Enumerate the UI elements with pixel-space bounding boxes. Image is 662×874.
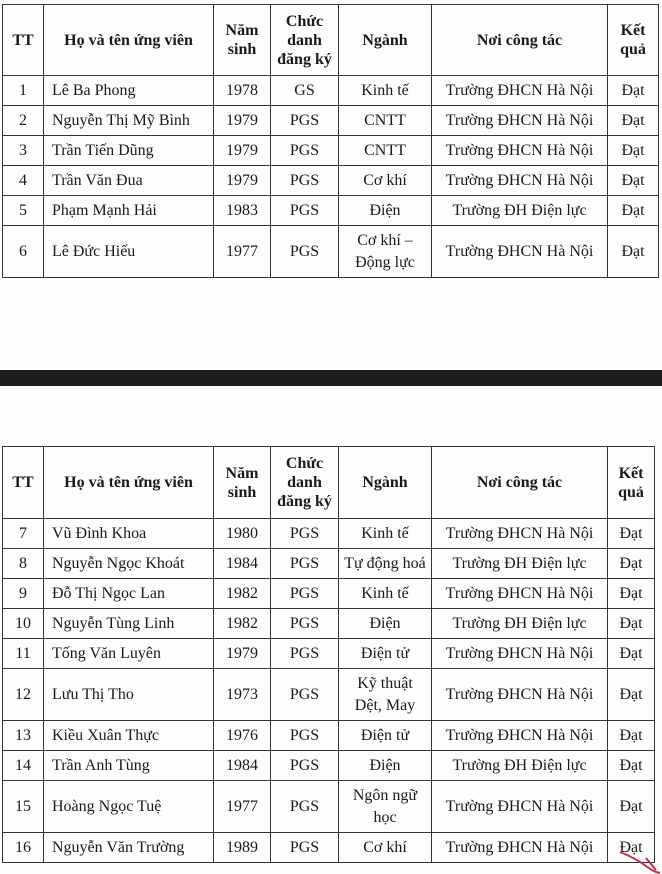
header-field: Ngành (339, 447, 432, 519)
cell-workplace: Trường ĐH Điện lực (432, 196, 608, 226)
table-row (3, 106, 659, 136)
cell-result: Đạt (608, 639, 655, 669)
cell-tt: 11 (3, 639, 44, 669)
cell-tt: 3 (3, 136, 44, 166)
cell-result: Đạt (608, 226, 659, 278)
cell-name: Nguyễn Ngọc Khoát (44, 549, 214, 579)
table-row (3, 226, 659, 278)
cell-field: Điện (339, 751, 432, 781)
cell-field: Cơ khí (339, 833, 432, 863)
table-row (3, 609, 655, 639)
table-row (3, 639, 655, 669)
header-tt: TT (3, 447, 44, 519)
cell-title: PGS (271, 579, 339, 609)
header-tt: TT (3, 5, 44, 76)
cell-name: Lê Đức Hiếu (44, 226, 214, 278)
cell-tt: 10 (3, 609, 44, 639)
cell-tt: 1 (3, 76, 44, 106)
cell-title: PGS (271, 609, 339, 639)
cell-name: Tống Văn Luyên (44, 639, 214, 669)
cell-result: Đạt (608, 196, 659, 226)
cell-year: 1984 (214, 549, 271, 579)
table-row (3, 751, 655, 781)
cell-name: Nguyễn Tùng Linh (44, 609, 214, 639)
cell-tt: 16 (3, 833, 44, 863)
cell-title: PGS (271, 833, 339, 863)
cell-workplace: Trường ĐHCN Hà Nội (432, 106, 608, 136)
header-result: Kết quả (608, 5, 659, 76)
cell-field: CNTT (339, 136, 432, 166)
cell-workplace: Trường ĐHCN Hà Nội (432, 519, 608, 549)
cell-tt: 6 (3, 226, 44, 278)
cell-field: Cơ khí – Động lực (339, 226, 432, 278)
cell-name: Trần Anh Tùng (44, 751, 214, 781)
table-row (3, 549, 655, 579)
cell-name: Kiều Xuân Thực (44, 721, 214, 751)
cell-result: Đạt (608, 579, 655, 609)
cell-year: 1989 (214, 833, 271, 863)
signature-mark-icon (616, 848, 662, 874)
cell-year: 1979 (214, 106, 271, 136)
cell-workplace: Trường ĐHCN Hà Nội (432, 136, 608, 166)
cell-name: Vũ Đình Khoa (44, 519, 214, 549)
cell-tt: 7 (3, 519, 44, 549)
header-workplace: Nơi công tác (432, 447, 608, 519)
cell-field: Điện (339, 196, 432, 226)
cell-result: Đạt (608, 519, 655, 549)
cell-title: PGS (271, 639, 339, 669)
cell-year: 1979 (214, 136, 271, 166)
header-name: Họ và tên ứng viên (44, 5, 214, 76)
cell-title: PGS (271, 721, 339, 751)
cell-title: PGS (271, 106, 339, 136)
table-header-row (3, 447, 655, 519)
cell-name: Trần Văn Đua (44, 166, 214, 196)
cell-result: Đạt (608, 549, 655, 579)
header-title: Chức danh đăng ký (271, 447, 339, 519)
table-row (3, 721, 655, 751)
cell-year: 1976 (214, 721, 271, 751)
cell-tt: 15 (3, 781, 44, 833)
cell-year: 1979 (214, 639, 271, 669)
cell-field: Kinh tế (339, 519, 432, 549)
cell-name: Lưu Thị Tho (44, 669, 214, 721)
page-separator (0, 370, 662, 386)
cell-result: Đạt (608, 166, 659, 196)
cell-title: PGS (271, 226, 339, 278)
cell-workplace: Trường ĐHCN Hà Nội (432, 639, 608, 669)
cell-workplace: Trường ĐH Điện lực (432, 549, 608, 579)
header-year: Năm sinh (214, 5, 271, 76)
header-title: Chức danh đăng ký (271, 5, 339, 76)
cell-result: Đạt (608, 721, 655, 751)
table-header-row (3, 5, 659, 76)
cell-tt: 5 (3, 196, 44, 226)
cell-title: PGS (271, 166, 339, 196)
cell-field: Kinh tế (339, 579, 432, 609)
cell-result: Đạt (608, 833, 655, 863)
cell-year: 1980 (214, 519, 271, 549)
cell-name: Nguyễn Văn Trường (44, 833, 214, 863)
header-name: Họ và tên ứng viên (44, 447, 214, 519)
cell-field: Điện (339, 609, 432, 639)
table-row (3, 669, 655, 721)
cell-field: CNTT (339, 106, 432, 136)
table-row (3, 196, 659, 226)
cell-workplace: Trường ĐHCN Hà Nội (432, 226, 608, 278)
cell-field: Ngôn ngữ học (339, 781, 432, 833)
table-row (3, 166, 659, 196)
cell-title: PGS (271, 196, 339, 226)
cell-year: 1978 (214, 76, 271, 106)
cell-name: Phạm Mạnh Hải (44, 196, 214, 226)
table-row (3, 579, 655, 609)
cell-field: Cơ khí (339, 166, 432, 196)
cell-name: Hoàng Ngọc Tuệ (44, 781, 214, 833)
cell-title: PGS (271, 519, 339, 549)
cell-workplace: Trường ĐHCN Hà Nội (432, 166, 608, 196)
cell-workplace: Trường ĐHCN Hà Nội (432, 833, 608, 863)
cell-name: Trần Tiến Dũng (44, 136, 214, 166)
cell-year: 1984 (214, 751, 271, 781)
cell-field: Tự động hoá (339, 549, 432, 579)
cell-result: Đạt (608, 669, 655, 721)
cell-field: Kinh tế (339, 76, 432, 106)
cell-year: 1977 (214, 781, 271, 833)
table-row (3, 781, 655, 833)
cell-name: Nguyễn Thị Mỹ Bình (44, 106, 214, 136)
cell-tt: 14 (3, 751, 44, 781)
header-field: Ngành (339, 5, 432, 76)
header-result: Kết quả (608, 447, 655, 519)
table-row (3, 519, 655, 549)
cell-tt: 9 (3, 579, 44, 609)
cell-result: Đạt (608, 136, 659, 166)
cell-result: Đạt (608, 106, 659, 136)
cell-tt: 13 (3, 721, 44, 751)
table-row (3, 136, 659, 166)
candidate-table-1 (2, 4, 659, 278)
cell-title: PGS (271, 781, 339, 833)
cell-year: 1979 (214, 166, 271, 196)
cell-workplace: Trường ĐH Điện lực (432, 751, 608, 781)
header-workplace: Nơi công tác (432, 5, 608, 76)
cell-year: 1977 (214, 226, 271, 278)
cell-tt: 12 (3, 669, 44, 721)
cell-result: Đạt (608, 781, 655, 833)
cell-workplace: Trường ĐHCN Hà Nội (432, 669, 608, 721)
table-row (3, 76, 659, 106)
cell-title: GS (271, 76, 339, 106)
cell-tt: 4 (3, 166, 44, 196)
cell-year: 1983 (214, 196, 271, 226)
cell-workplace: Trường ĐHCN Hà Nội (432, 76, 608, 106)
cell-title: PGS (271, 549, 339, 579)
candidate-table-2 (2, 446, 655, 863)
cell-field: Kỹ thuật Dệt, May (339, 669, 432, 721)
cell-tt: 2 (3, 106, 44, 136)
cell-tt: 8 (3, 549, 44, 579)
cell-title: PGS (271, 669, 339, 721)
cell-title: PGS (271, 136, 339, 166)
table-row (3, 833, 655, 863)
cell-title: PGS (271, 751, 339, 781)
cell-year: 1982 (214, 609, 271, 639)
cell-name: Đỗ Thị Ngọc Lan (44, 579, 214, 609)
cell-name: Lê Ba Phong (44, 76, 214, 106)
cell-year: 1973 (214, 669, 271, 721)
cell-workplace: Trường ĐHCN Hà Nội (432, 781, 608, 833)
cell-result: Đạt (608, 609, 655, 639)
header-year: Năm sinh (214, 447, 271, 519)
cell-result: Đạt (608, 751, 655, 781)
cell-result: Đạt (608, 76, 659, 106)
cell-workplace: Trường ĐHCN Hà Nội (432, 721, 608, 751)
cell-workplace: Trường ĐHCN Hà Nội (432, 579, 608, 609)
cell-year: 1982 (214, 579, 271, 609)
cell-field: Điện tử (339, 639, 432, 669)
cell-field: Điện tử (339, 721, 432, 751)
cell-workplace: Trường ĐH Điện lực (432, 609, 608, 639)
